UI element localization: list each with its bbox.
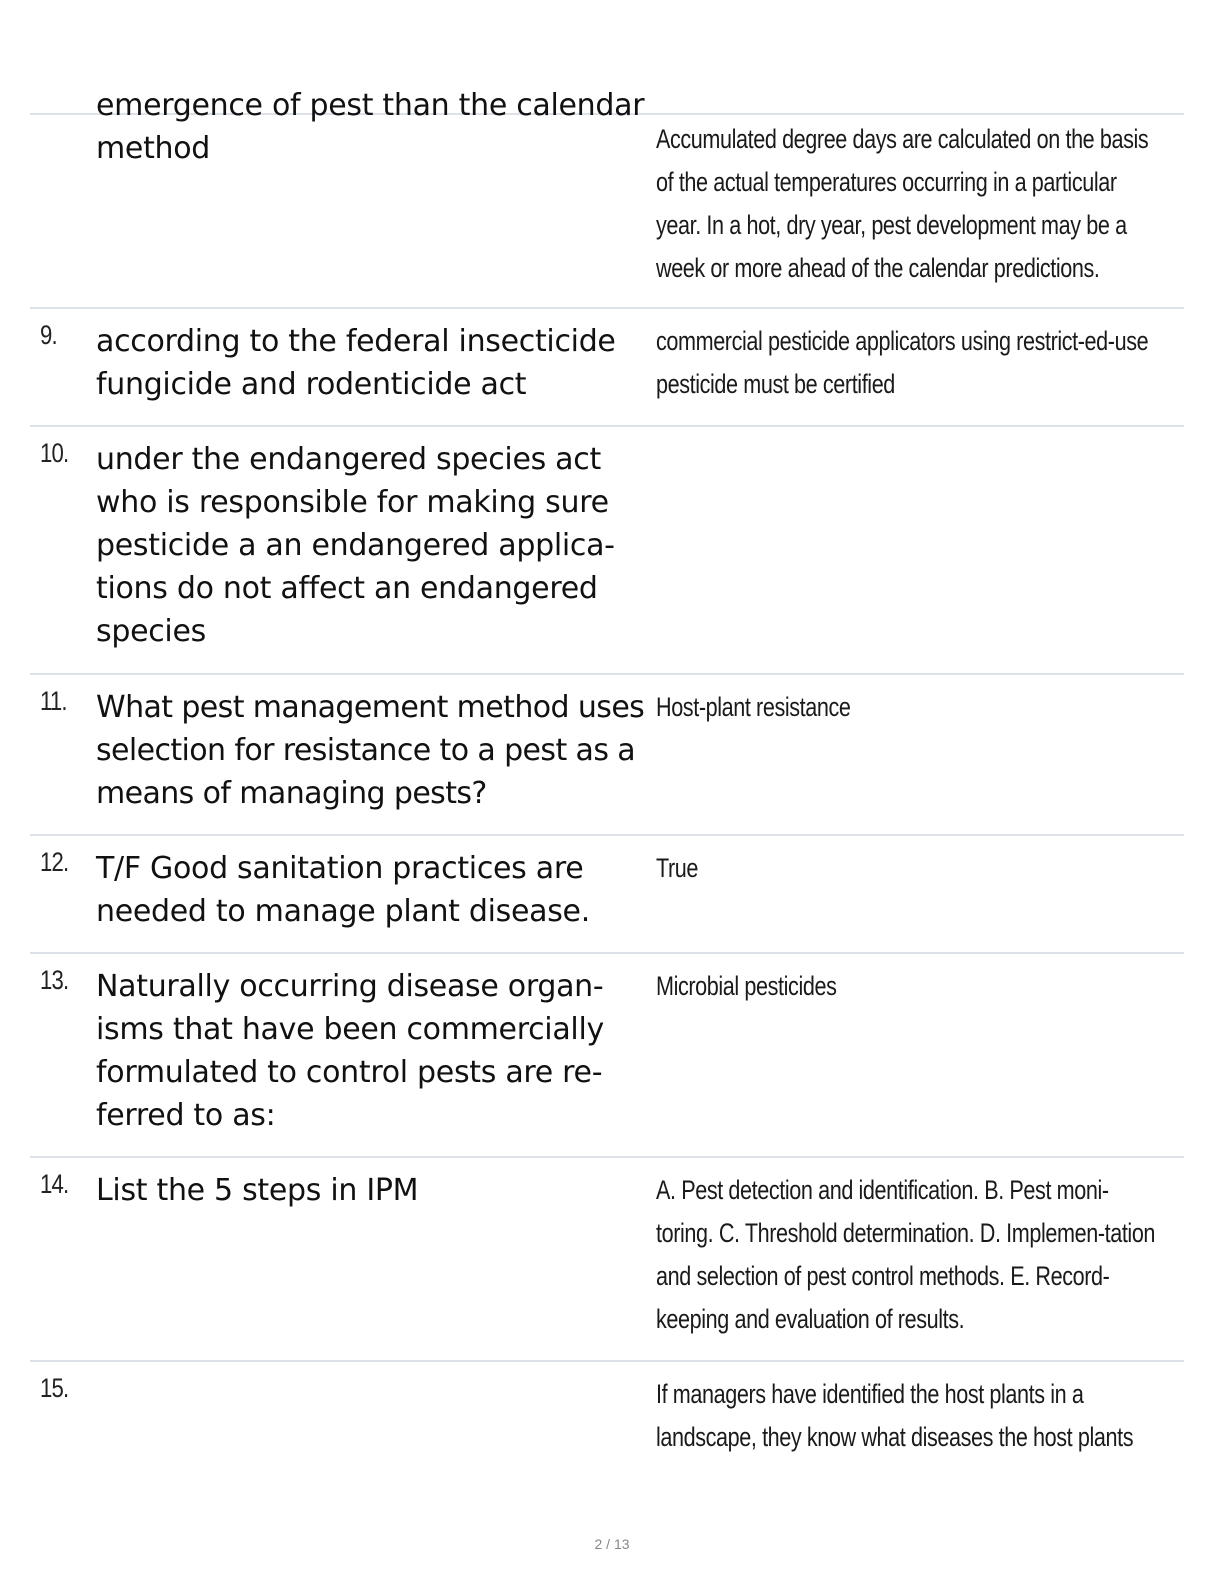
card-term: according to the federal insecticide fungicide and rodenticide act [96, 324, 616, 402]
card-term: emergence of pest than the calendar method [96, 88, 645, 166]
card-number: 9. [40, 320, 57, 350]
card-term: T/F Good sanitation practices are needed to manage plant disease. [96, 851, 590, 929]
card-term: Naturally occurring disease organ-isms that have been commercially formulated to control pests are re-ferred to as: [96, 969, 604, 1133]
page-number: 2 / 13 [594, 1536, 630, 1552]
card-number: 12. [40, 847, 69, 877]
row-divider [30, 673, 1184, 675]
card-term: List the 5 steps in IPM [96, 1173, 419, 1208]
card-definition: Microbial pesticides [656, 971, 837, 1001]
card-number: 13. [40, 965, 69, 995]
card-definition: Host-plant resistance [656, 692, 851, 722]
card-definition: True [656, 853, 699, 883]
card-number: 11. [40, 686, 67, 716]
card-definition: A. Pest detection and identification. B. Pest moni-toring. C. Threshold determination. D. Implemen-tation and selection of pest control methods. E. Record-keeping and evaluation of results. [656, 1175, 1156, 1334]
card-definition: commercial pesticide applicators using restrict-ed-use pesticide must be certified [656, 326, 1149, 399]
row-divider [30, 425, 1184, 427]
row-divider [30, 307, 1184, 309]
row-divider [30, 1156, 1184, 1158]
card-number: 10. [40, 438, 69, 468]
card-number: 14. [40, 1169, 69, 1199]
row-divider [30, 952, 1184, 954]
card-definition: If managers have identified the host plants in a landscape, they know what diseases the host plants [656, 1379, 1134, 1452]
card-number: 15. [40, 1373, 69, 1403]
row-divider [30, 1360, 1184, 1362]
card-term: under the endangered species act who is responsible for making sure pesticide a an endangered applica-tions do not affect an endangered species [96, 442, 615, 649]
card-term: What pest management method uses selection for resistance to a pest as a means of managing pests? [96, 690, 645, 811]
row-divider [30, 834, 1184, 836]
card-definition: Accumulated degree days are calculated on the basis of the actual temperatures occurring in a particular year. In a hot, dry year, pest development may be a week or more ahead of the calendar predictions. [656, 124, 1149, 283]
